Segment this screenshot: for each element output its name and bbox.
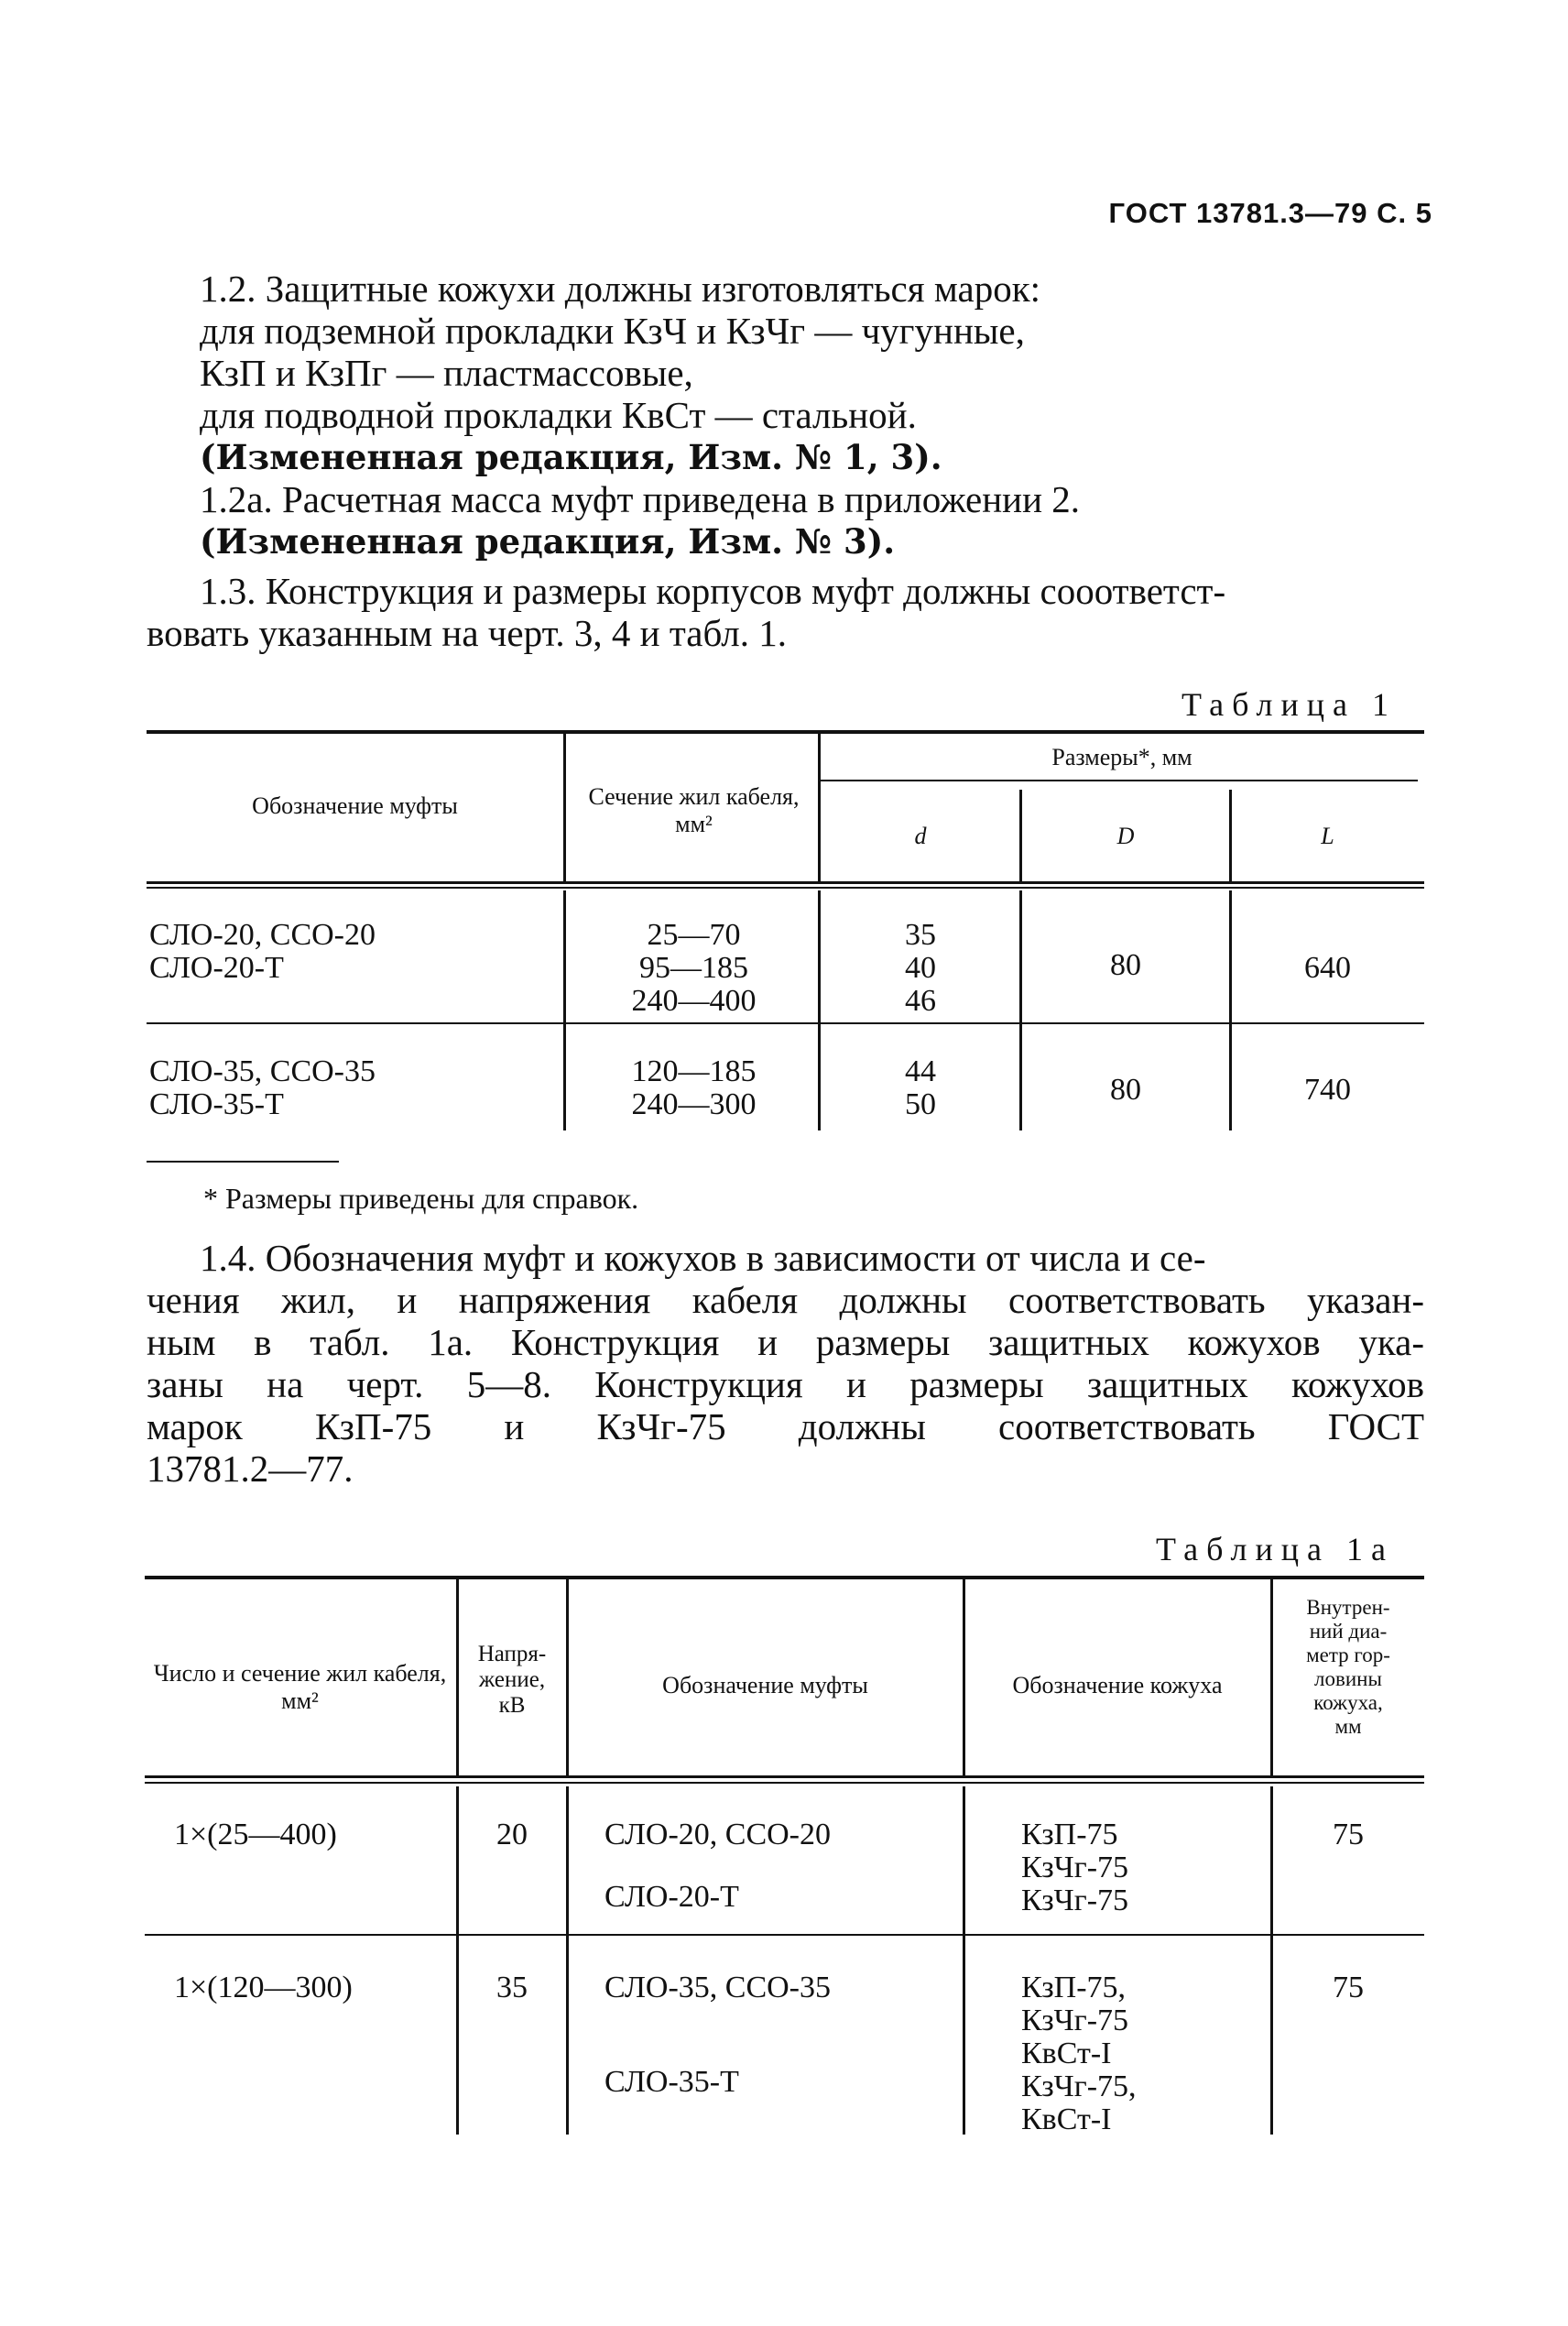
table-1-row-1-L: 640 xyxy=(1304,951,1351,985)
table-1a-header-rule xyxy=(145,1775,1424,1778)
table-1a-header-cores: Число и сечение жил кабеля, мм² xyxy=(153,1660,452,1714)
section-1-2-line-2: для подземной прокладки КзЧ и КзЧг — чугунные, xyxy=(200,310,1025,352)
table-1-row-1-section: 25—70 95—185 240—400 xyxy=(631,918,757,1018)
table-1-divider xyxy=(818,890,821,1130)
table-1-divider xyxy=(818,733,821,881)
table-1a-row-2-cores: 1×(120—300) xyxy=(174,1971,353,2004)
section-1-4-line-6: 13781.2—77. xyxy=(147,1447,354,1490)
table-1a-row-1-voltage: 20 xyxy=(496,1818,528,1851)
table-1-header-L: L xyxy=(1321,823,1334,849)
table-1a-row-1-coupling-t: СЛО-20-Т xyxy=(604,1880,739,1914)
section-1-2-note: (Измененная редакция, Изм. № 1, 3). xyxy=(200,437,942,477)
section-1-3-line-1: 1.3. Конструкция и размеры корпусов муфт должны сооответст- xyxy=(200,570,1226,612)
table-1-row-2-d: 44 50 xyxy=(905,1054,936,1121)
section-1-2a-text: 1.2а. Расчетная масса муфт приведена в приложении 2. xyxy=(200,478,1081,520)
table-1-footnote: * Размеры приведены для справок. xyxy=(203,1182,639,1215)
table-1a-row-1-diameter: 75 xyxy=(1333,1818,1364,1851)
table-1-header-designation: Обозначение муфты xyxy=(252,792,458,819)
table-1-row-2-D: 80 xyxy=(1110,1073,1141,1107)
table-1a-divider xyxy=(963,1786,965,2135)
section-1-4-line-4: заны на черт. 5—8. Конструкция и размеры защитных кожухов xyxy=(147,1363,1424,1405)
page-header: ГОСТ 13781.3—79 С. 5 xyxy=(1108,197,1432,229)
table-1-divider xyxy=(563,890,566,1130)
section-1-3-line-2: вовать указанным на черт. 3, 4 и табл. 1. xyxy=(147,612,788,654)
table-1a-row-1-casing: КзП-75 КзЧг-75 КзЧг-75 xyxy=(1021,1818,1129,1917)
table-1-row-2-designation: СЛО-35, ССО-35 СЛО-35-Т xyxy=(149,1054,376,1121)
table-1a-row-2-voltage: 35 xyxy=(496,1971,528,2004)
section-1-4-line-3: ным в табл. 1а. Конструкция и размеры защитных кожухов ука- xyxy=(147,1321,1424,1363)
section-1-2-line-1: 1.2. Защитные кожухи должны изготовляться марок: xyxy=(200,268,1041,310)
table-1-header-D: D xyxy=(1116,823,1135,849)
table-1a-divider xyxy=(1270,1578,1273,1775)
table-1a-header-coupling: Обозначение муфты xyxy=(662,1672,868,1698)
table-1a-divider xyxy=(456,1578,459,1775)
table-1-header-rule xyxy=(147,887,1424,889)
table-1-top-rule xyxy=(147,730,1424,734)
table-1a-row-2-coupling-t: СЛО-35-Т xyxy=(604,2065,739,2099)
table-1a-header-rule xyxy=(145,1782,1424,1784)
table-1-divider xyxy=(1229,790,1232,881)
table-1-divider xyxy=(563,733,566,881)
section-1-4-line-1: 1.4. Обозначения муфт и кожухов в зависимости от числа и се- xyxy=(200,1237,1206,1279)
section-1-2-line-3: КзП и КзПг — пластмассовые, xyxy=(200,352,693,394)
table-1-caption: Таблица 1 xyxy=(1181,686,1397,723)
table-1a-divider xyxy=(456,1786,459,2135)
table-1-row-2-L: 740 xyxy=(1304,1073,1351,1107)
table-1-header-section: Сечение жил кабеля, мм² xyxy=(588,783,800,837)
table-1-row-rule xyxy=(147,1022,1424,1024)
table-1a-row-2-diameter: 75 xyxy=(1333,1971,1364,2004)
table-1-row-1-d: 35 40 46 xyxy=(905,918,936,1018)
table-1a-divider xyxy=(1270,1786,1273,2135)
table-1-divider xyxy=(1019,890,1022,1130)
table-1a-row-rule xyxy=(145,1934,1424,1936)
table-1-row-1-D: 80 xyxy=(1110,948,1141,982)
table-1-row-1-designation: СЛО-20, ССО-20 СЛО-20-Т xyxy=(149,918,376,985)
table-1a-divider xyxy=(963,1578,965,1775)
table-1a-divider xyxy=(566,1578,569,1775)
section-1-4-line-2: чения жил, и напряжения кабеля должны соответствовать указан- xyxy=(147,1279,1424,1321)
table-1-subheader-rule xyxy=(818,780,1418,781)
table-1a-caption: Таблица 1а xyxy=(1156,1531,1394,1567)
table-1-divider xyxy=(1229,890,1232,1130)
table-1a-row-2-casing: КзП-75, КзЧг-75 КвСт-I КзЧг-75, КвСт-I xyxy=(1021,1971,1137,2136)
table-1-header-dimensions: Размеры*, мм xyxy=(1051,744,1192,770)
table-1-header-rule xyxy=(147,881,1424,884)
table-1a-top-rule xyxy=(145,1576,1424,1579)
table-1a-header-casing: Обозначение кожуха xyxy=(1012,1672,1223,1698)
section-1-2-line-4: для подводной прокладки КвСт — стальной. xyxy=(200,394,917,436)
table-1-header-d: d xyxy=(914,823,927,849)
table-1-row-2-section: 120—185 240—300 xyxy=(631,1054,757,1121)
table-1a-row-1-coupling: СЛО-20, ССО-20 xyxy=(604,1818,831,1851)
section-1-2a-note: (Измененная редакция, Изм. № 3). xyxy=(200,521,896,562)
table-1a-row-2-coupling: СЛО-35, ССО-35 xyxy=(604,1971,831,2004)
table-1-divider xyxy=(1019,790,1022,881)
table-1a-row-1-cores: 1×(25—400) xyxy=(174,1818,337,1851)
section-1-4-line-5: марок КзП-75 и КзЧг-75 должны соответствовать ГОСТ xyxy=(147,1405,1424,1447)
table-1a-divider xyxy=(566,1786,569,2135)
table-1-footnote-rule xyxy=(147,1161,339,1163)
table-1a-header-voltage: Напря- жение, кВ xyxy=(477,1642,547,1718)
table-1a-header-diameter: Внутрен- ний диа- метр гор- ловины кожуха, мм xyxy=(1306,1596,1390,1738)
